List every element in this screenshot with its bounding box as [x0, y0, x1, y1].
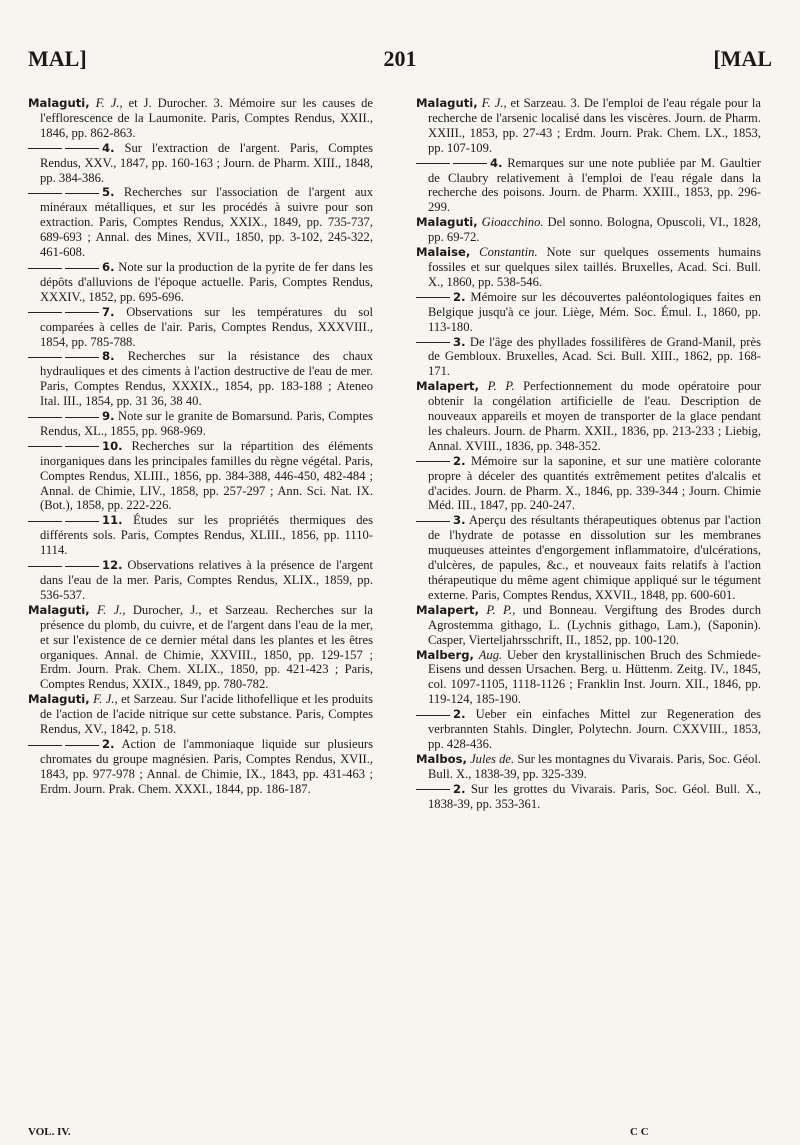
signature-mark: C C: [630, 1126, 649, 1138]
bibliography-entry: [28, 260, 373, 305]
bibliography-entry: [28, 439, 373, 514]
bibliography-entry: [416, 156, 761, 216]
author-forename: Constantin.: [479, 245, 538, 260]
bibliography-entry: [28, 349, 373, 409]
entry-number: 2.: [453, 781, 466, 796]
entry-number: 5.: [102, 185, 115, 200]
bibliography-entry: [28, 737, 373, 797]
ditto-dash: [28, 446, 62, 447]
bibliography-entry: [416, 290, 761, 335]
bibliography-entry: [28, 96, 373, 141]
entry-number: 6.: [102, 259, 115, 274]
ditto-dash: [28, 357, 62, 358]
ditto-dash: [416, 461, 450, 462]
bibliography-entry: [28, 558, 373, 603]
ditto-dash: [65, 566, 99, 567]
right-column: [416, 96, 761, 812]
entry-text: De l'âge des phyllades fossilifères de Grand-Manil, près de Gembloux. Bruxelles, Acad. Sci. Bull. XIII., 1862, pp. 168-171.: [428, 334, 761, 379]
entry-text: Note sur la production de la pyrite de fer dans les dépôts d'alluvions de l'époque actuelle. Paris, Comptes Rendus, XXXIV., 1852, pp. 695-696.: [40, 259, 373, 304]
ditto-dash: [28, 745, 62, 746]
author-name: Malapert,: [416, 379, 479, 394]
entry-text: Remarques sur une note publiée par M. Gaultier de Claubry relativement à l'emploi de l'eau régale dans la recherche des poisons. Journ. de Pharm. XXIII., 1853, pp. 296-299.: [428, 155, 761, 215]
ditto-dash: [28, 268, 62, 269]
ditto-dash: [65, 312, 99, 313]
entry-text: Note sur quelques ossements humains fossiles et sur quelques silex taillés. Bruxelles, Acad. Sci. Bull. X., 1860, pp. 538-546.: [428, 245, 761, 289]
bibliography-entry: [416, 707, 761, 752]
bibliography-entry: [416, 245, 761, 290]
ditto-dash: [416, 342, 450, 343]
header-left: MAL]: [28, 46, 87, 71]
entry-number: 9.: [102, 409, 115, 424]
ditto-dash: [28, 417, 62, 418]
entry-text: Recherches sur l'association de l'argent aux minéraux métalliques, et sur les procédés à suivre pour son extraction. Paris, Comptes Rendus, XXIX., 1849, pp. 735-737, 689-693 ; Annal. des Mines, XVII., 1850, pp. 3-102, 245-322, 461-608.: [40, 185, 373, 260]
ditto-dash: [65, 446, 99, 447]
entry-number: 2.: [102, 736, 115, 751]
author-forename: Jules de.: [470, 751, 515, 766]
author-forename: Gioacchino.: [481, 215, 544, 230]
entry-text: Observations relatives à la présence de l'argent dans l'eau de la mer. Paris, Comptes Rendus, XLIX., 1859, pp. 536-537.: [40, 558, 373, 602]
page-footer: [28, 1126, 772, 1140]
entry-number: 3.: [453, 513, 466, 528]
entry-text: Sur les montagnes du Vivarais. Paris, Soc. Géol. Bull. X., 1838-39, pp. 325-339.: [428, 751, 761, 781]
entry-text: Études sur les propriétés thermiques des différents sols. Paris, Comptes Rendus, XLIII., 1856, pp. 1110-1114.: [40, 513, 373, 558]
entry-text: et J. Durocher. 3. Mémoire sur les causes de l'efflorescence de la Laumonite. Paris, Comptes Rendus, XXII., 1846, pp. 862-863.: [40, 96, 373, 140]
ditto-dash: [65, 521, 99, 522]
author-name: Malberg,: [416, 647, 474, 662]
bibliography-entry: [416, 215, 761, 245]
bibliography-entry: [416, 335, 761, 380]
author-name: Malaguti,: [416, 96, 478, 110]
author-forename: P. P.: [487, 379, 515, 394]
bibliography-entry: [416, 782, 761, 812]
ditto-dash: [416, 715, 450, 716]
bibliography-entry: [416, 379, 761, 454]
entry-number: 2.: [453, 453, 466, 468]
ditto-dash: [28, 193, 62, 194]
entry-text: et Sarzeau. 3. De l'emploi de l'eau régale pour la recherche de l'arsenic localisé dans les viscères. Journ. de Pharm. XXIII., 1853, pp. 27-43 ; Erdm. Journ. Prak. Chem. LX., 1853, pp. 107-109.: [428, 96, 761, 155]
bibliography-entry: [416, 96, 761, 156]
author-forename: P. P.,: [486, 602, 516, 617]
entry-text: Sur l'extraction de l'argent. Paris, Comptes Rendus, XXV., 1847, pp. 160-163 ; Journ. de Pharm. XIII., 1848, pp. 384-386.: [40, 140, 373, 185]
bibliography-entry: [416, 603, 761, 648]
entry-text: Mémoire sur la saponine, et sur une matière colorante propre à déceler des quantités extrêmement petites d'alcalis et d'acides. Journ. de Pharm. X., 1846, pp. 339-344 ; Journ. Chimie Méd. III., 1847, pp. 240-247.: [428, 453, 761, 513]
bibliography-entry: [416, 648, 761, 708]
bibliography-entry: [28, 141, 373, 186]
entry-number: 7.: [102, 304, 115, 319]
entry-number: 2.: [453, 707, 466, 722]
author-forename: F. J.,: [97, 602, 126, 617]
bibliography-entry: [28, 305, 373, 350]
entry-number: 11.: [102, 513, 123, 528]
bibliography-entry: [28, 409, 373, 439]
ditto-dash: [416, 297, 450, 298]
author-name: Malaguti,: [416, 215, 478, 230]
entry-number: 8.: [102, 349, 115, 364]
ditto-dash: [65, 148, 99, 149]
bibliography-entry: [28, 603, 373, 692]
entry-text: und Bonneau. Vergiftung des Brodes durch Agrostemma githago, L. (Lychnis githago, Lam.), (Saponin). Casper, Vierteljahrsschrift, II., 1852, pp. 100-120.: [428, 602, 761, 647]
entry-number: 10.: [102, 438, 123, 453]
bibliography-entry: [416, 513, 761, 602]
ditto-dash: [65, 193, 99, 194]
author-forename: F. J.,: [481, 96, 507, 110]
author-name: Malbos,: [416, 751, 467, 766]
entry-text: Del sonno. Bologna, Opuscoli, VI., 1828, pp. 69-72.: [428, 215, 761, 245]
bibliography-entry: [28, 185, 373, 260]
entry-text: Action de l'ammoniaque liquide sur plusieurs chromates du groupe magnésien. Paris, Comptes Rendus, XVII., 1843, pp. 977-978 ; Annal. de Chimie, IX., 1843, pp. 431-463 ; Erdm. Journ. Prak. Chem. XXXI., 1844, pp. 186-187.: [40, 736, 373, 796]
running-header: [28, 46, 772, 76]
ditto-dash: [416, 789, 450, 790]
author-forename: F. J.,: [93, 692, 118, 707]
ditto-dash: [416, 521, 450, 522]
bibliography-entry: [416, 454, 761, 514]
entry-number: 3.: [453, 334, 466, 349]
entry-text: Observations sur les températures du sol comparées à celles de l'air. Paris, Comptes Rendus, XXXVIII., 1854, pp. 785-788.: [40, 304, 373, 349]
entry-number: 12.: [102, 558, 123, 573]
entry-text: Note sur le granite de Bomarsund. Paris, Comptes Rendus, XL., 1855, pp. 968-969.: [40, 409, 373, 438]
author-name: Malaguti,: [28, 96, 90, 110]
entry-text: Sur les grottes du Vivarais. Paris, Soc. Géol. Bull. X., 1838-39, pp. 353-361.: [428, 781, 761, 811]
entry-number: 2.: [453, 289, 466, 304]
entry-text: Ueber den krystallinischen Bruch des Schmiede-Eisens und dessen Ursachen. Berg. u. Hüttenm. Zeitg. IV., 1845, col. 1097-1105, 1118-1126 ; Franklin Inst. Journ. XII., 1846, pp. 119-124, 185-190.: [428, 647, 761, 707]
author-name: Malaise,: [416, 245, 471, 260]
author-name: Malapert,: [416, 602, 479, 617]
ditto-dash: [453, 163, 487, 164]
volume-label: VOL. IV.: [28, 1126, 71, 1138]
ditto-dash: [65, 357, 99, 358]
left-column: [28, 96, 373, 797]
entry-text: Durocher, J., et Sarzeau. Recherches sur la présence du plomb, du cuivre, et de l'argent dans l'eau de la mer, et sur l'existence de ce dernier métal dans les plantes et les êtres organiques. Annal. de Chimie, XXVIII., 1850, pp. 129-157 ; Erdm. Journ. Prak. Chem. XLIX., 1850, pp. 421-423 ; Paris, Comptes Rendus, XXIX., 1849, pp. 780-782.: [40, 602, 373, 692]
entry-text: Recherches sur la répartition des éléments inorganiques dans les principales familles du règne végétal. Paris, Comptes Rendus, XLIII., 1856, pp. 384-388, 446-450, 482-484 ; Annal. de Chimie, LIV., 1858, pp. 257-297 ; Ann. Sci. Nat. IX. (Bot.), 1858, pp. 222-226.: [40, 438, 373, 513]
ditto-dash: [65, 268, 99, 269]
entry-number: 4.: [490, 155, 503, 170]
ditto-dash: [28, 312, 62, 313]
entry-number: 4.: [102, 140, 115, 155]
ditto-dash: [65, 745, 99, 746]
bibliography-entry: [416, 752, 761, 782]
bibliography-entry: [28, 692, 373, 737]
ditto-dash: [416, 163, 450, 164]
ditto-dash: [28, 148, 62, 149]
entry-text: Ueber ein einfaches Mittel zur Regeneration des verbrannten Stahls. Dingler, Polytechn. Journ. CXXVIII., 1853, pp. 428-436.: [428, 707, 761, 751]
bibliography-entry: [28, 513, 373, 558]
entry-text: Recherches sur la résistance des chaux hydrauliques et des ciments à l'action destructive de l'eau de mer. Paris, Comptes Rendus, XXXIX., 1854, pp. 183-188 ; Ateneo Ital. III., 1854, pp. 31 36, 38 40.: [40, 349, 373, 409]
page-number: 201: [383, 46, 417, 71]
author-name: Malaguti,: [28, 692, 90, 707]
entry-text: Perfectionnement du mode opératoire pour obtenir la congélation artificielle de l'eau. Description de nouveaux appareils et moyen de transporter de la glace pendant les chaleurs. Journ. de Pharm. XXII., 1836, pp. 213-233 ; Liebig, Annal. XVIII., 1836, pp. 348-352.: [428, 379, 761, 453]
entry-text: Mémoire sur les découvertes paléontologiques faites en Belgique jusqu'à ce jour. Liège, Mém. Soc. Émul. I., 1860, pp. 113-180.: [428, 289, 761, 334]
author-forename: Aug.: [478, 647, 503, 662]
author-name: Malaguti,: [28, 602, 90, 617]
author-forename: F. J.,: [95, 96, 123, 110]
entry-text: Aperçu des résultants thérapeutiques obtenus par l'action de l'hydrate de potasse en dissolution sur les membranes muqueuses atteintes d'engorgement inflammatoire, d'ulcérations, d'ulcères, de papules, &c., et nouveaux faits relatifs à l'action thérapeutique du même agent chimique appliqué sur le tégument externe. Paris, Comptes Rendus, XXVII., 1848, pp. 600-601.: [428, 513, 761, 602]
ditto-dash: [65, 417, 99, 418]
entry-text: et Sarzeau. Sur l'acide lithofellique et les produits de l'action de l'acide nitrique sur cette substance. Paris, Comptes Rendus, XV., 1842, p. 518.: [40, 692, 373, 737]
header-right: [MAL: [713, 46, 772, 71]
ditto-dash: [28, 566, 62, 567]
ditto-dash: [28, 521, 62, 522]
